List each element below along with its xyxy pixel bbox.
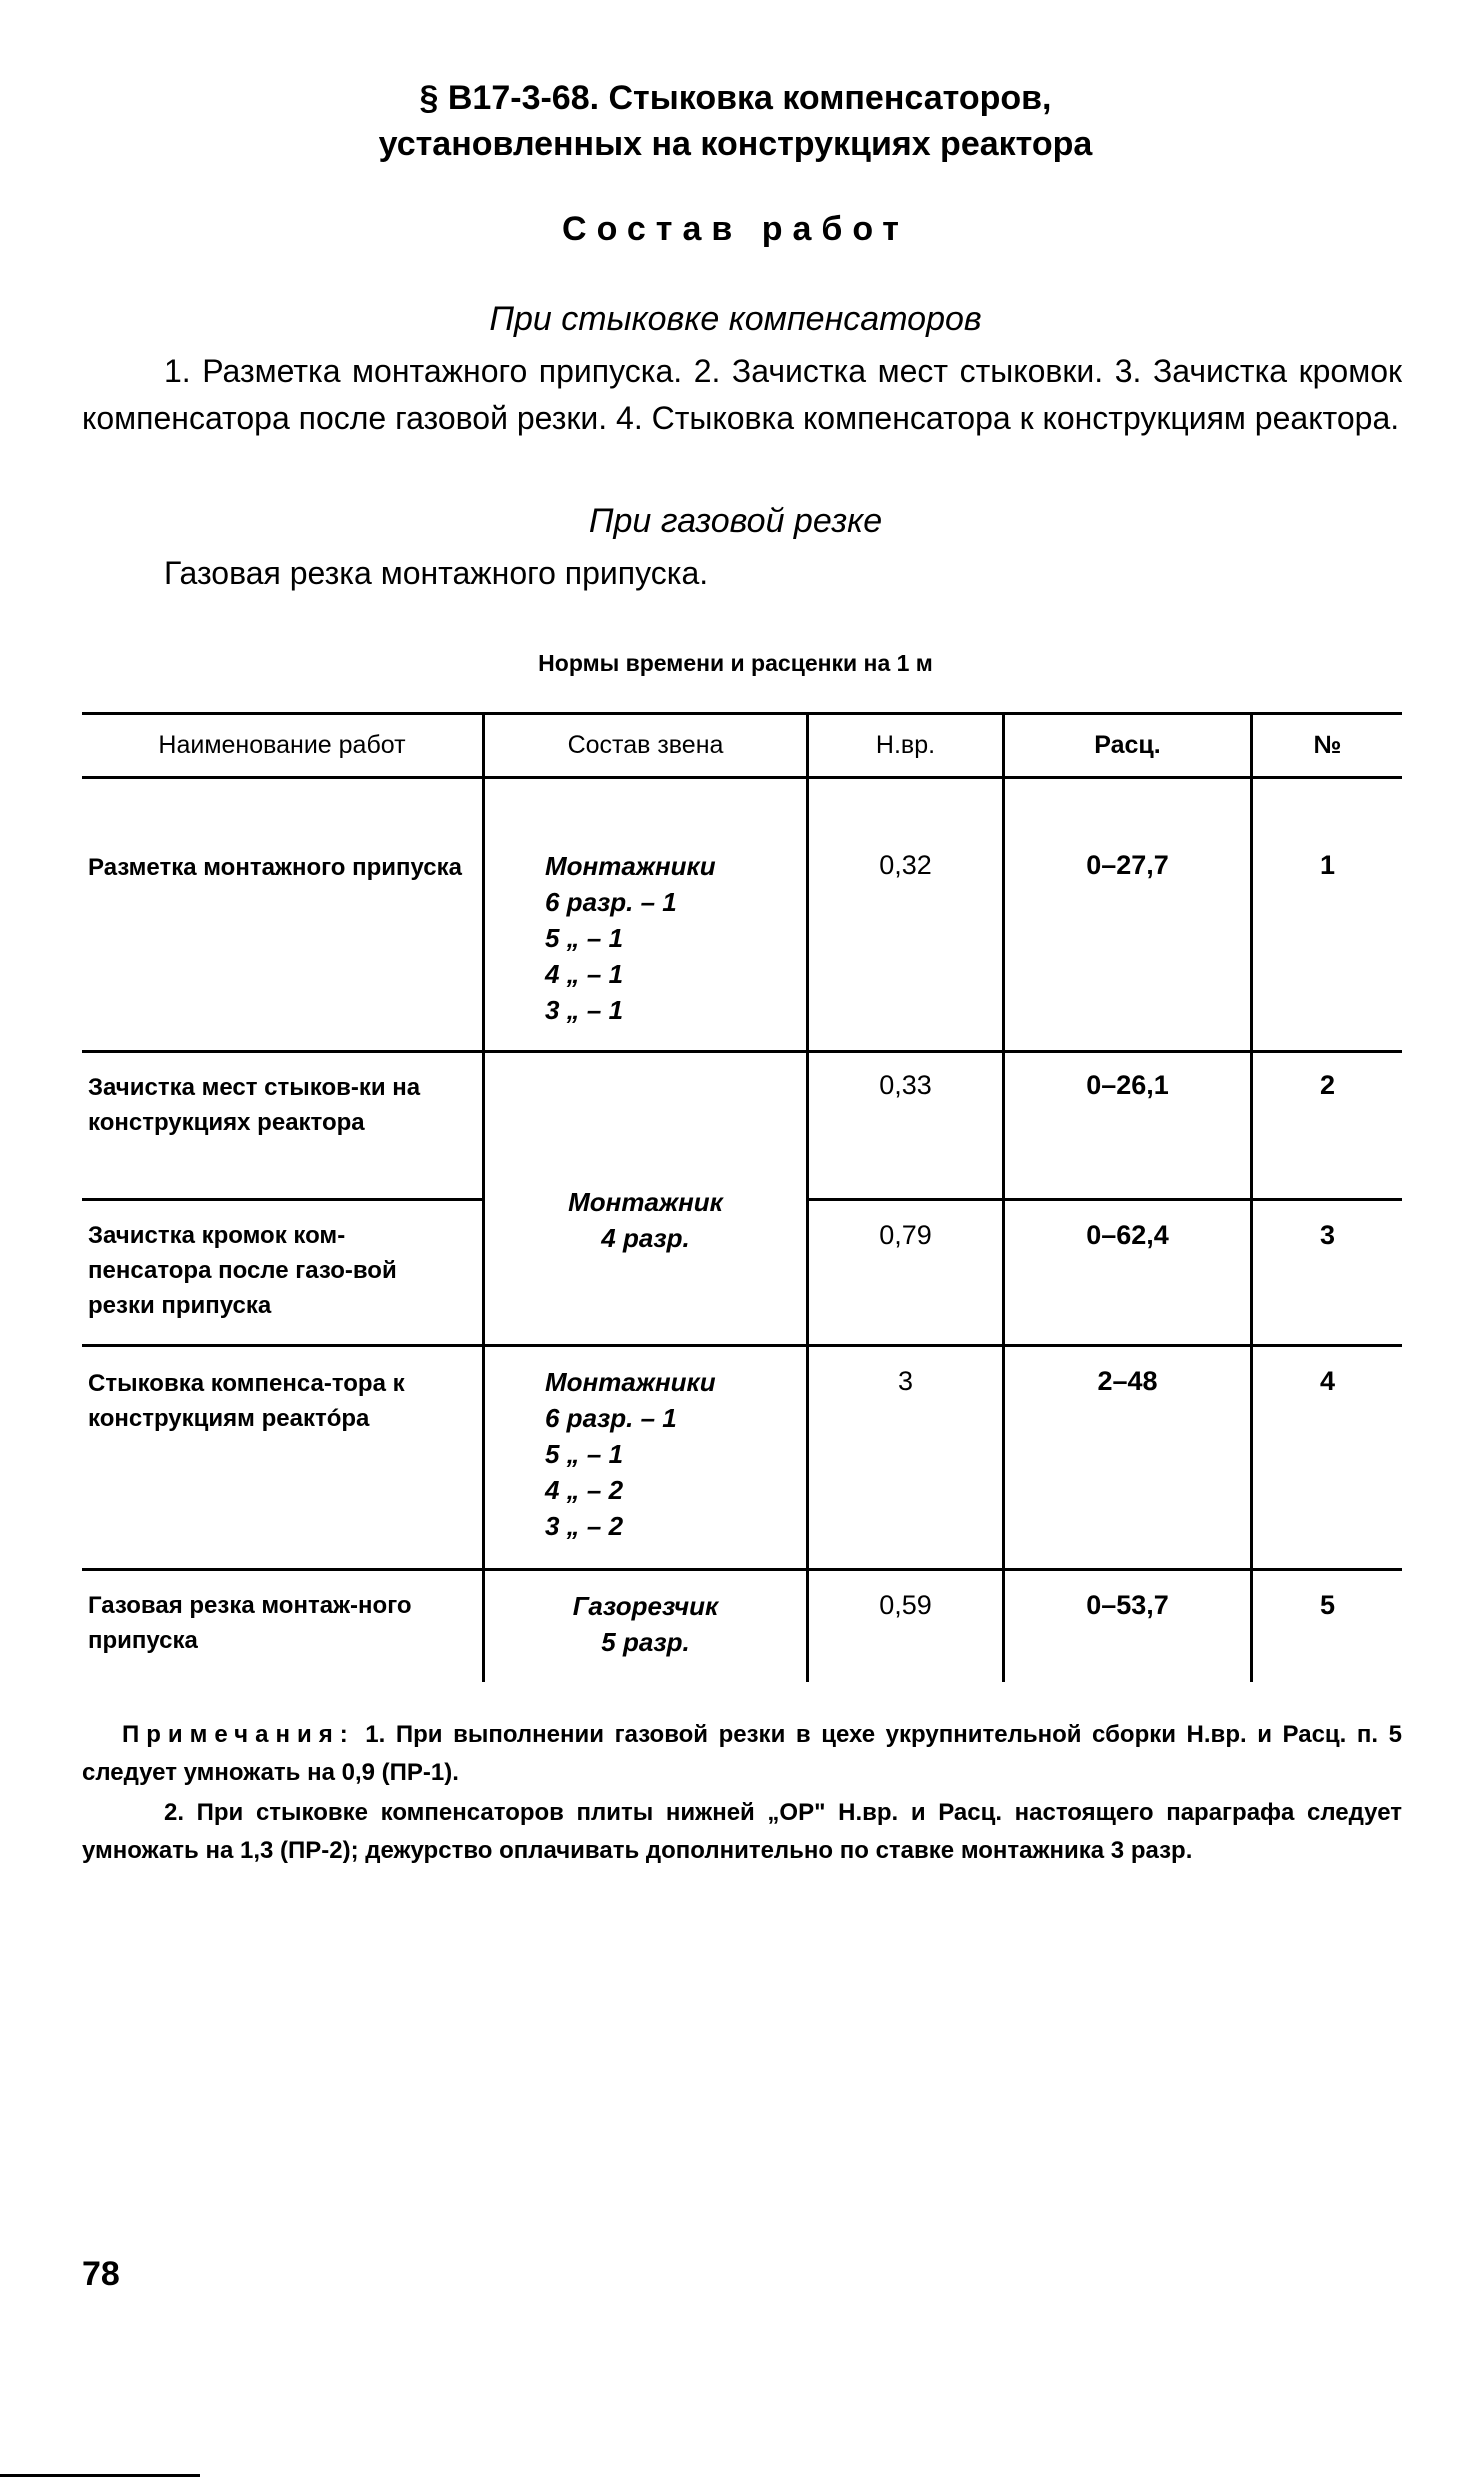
row5-rate: 0–53,7 — [1086, 1590, 1169, 1620]
header-crew: Состав звена — [567, 731, 724, 759]
row3-number: 3 — [1319, 1220, 1336, 1250]
row5-crew: Газорезчик 5 разр. — [572, 1591, 719, 1657]
row-rule-1 — [82, 1050, 1402, 1053]
row3-work-name: Зачистка кромок ком-пенсатора после газо-вой резки припуска — [88, 1222, 397, 1319]
joining-text: 1. Разметка монтажного припуска. 2. Зачистка мест стыковки. 3. Зачистка кромок компенсатора после газовой резки. 4. Стыковка компенсатора к конструкциям реактора. — [82, 353, 1402, 436]
section-title-line2: установленных на конструкциях реактора — [378, 125, 1093, 163]
row4-crew: Монтажники 6 разр. – 1 5 „ – 1 4 „ – 2 3 „ – 2 — [545, 1367, 716, 1541]
composition-heading: Состав работ — [562, 210, 909, 248]
header-number: № — [1313, 731, 1342, 759]
footnote-rule — [0, 2474, 200, 2477]
gas-subheading: При газовой резке — [588, 502, 883, 540]
row5-work-name: Газовая резка монтаж-ного припуска — [88, 1592, 412, 1654]
row-rule-2a — [82, 1198, 482, 1201]
header-work-name: Наименование работ — [158, 731, 406, 759]
row1-work-name: Разметка монтажного припуска — [88, 854, 462, 881]
row-rule-3 — [82, 1344, 1402, 1347]
table-top-rule — [82, 712, 1402, 715]
section-title-line1: § В17-3-68. Стыковка компенсаторов, — [419, 79, 1052, 117]
row4-rate: 2–48 — [1097, 1366, 1158, 1396]
row1-crew: Монтажники 6 разр. – 1 5 „ – 1 4 „ – 1 3 „ – 1 — [545, 851, 716, 1025]
gas-text: Газовая резка монтажного припуска. — [164, 555, 709, 591]
row4-work-name: Стыковка компенса-тора к конструкциям реактóра — [88, 1370, 405, 1432]
row2-3-crew: Монтажник 4 разр. — [568, 1187, 723, 1253]
row3-rate: 0–62,4 — [1086, 1220, 1169, 1250]
row5-norm: 0,59 — [879, 1590, 932, 1620]
row4-number: 4 — [1319, 1366, 1336, 1396]
note-2: 2. При стыковке компенсаторов плиты нижней „ОР" Н.вр. и Расц. настоящего параграфа следует умножать на 1,3 (ПР-2); дежурство оплачивать дополнительно по ставке монтажника 3 разр. — [82, 1799, 1402, 1864]
joining-subheading: При стыковке компенсаторов — [489, 300, 982, 338]
row1-number: 1 — [1319, 850, 1336, 880]
row-rule-4 — [82, 1568, 1402, 1571]
header-rate: Расц. — [1094, 731, 1161, 759]
row2-rate: 0–26,1 — [1086, 1070, 1169, 1100]
row2-work-name: Зачистка мест стыков-ки на конструкциях реактора — [88, 1074, 421, 1136]
row1-rate: 0–27,7 — [1086, 850, 1169, 880]
row1-norm: 0,32 — [879, 850, 932, 880]
row2-norm: 0,33 — [879, 1070, 932, 1100]
row-rule-2b — [806, 1198, 1402, 1201]
note-1-text: 1. При выполнении газовой резки в цехе укрупнительной сборки Н.вр. и Расц. п. 5 следует умножать на 0,9 (ПР-1). — [82, 1721, 1402, 1786]
header-bottom-rule — [82, 776, 1402, 779]
header-norm: Н.вр. — [875, 731, 936, 759]
table-caption: Нормы времени и расценки на 1 м — [538, 650, 933, 676]
page-number: 78 — [82, 2255, 120, 2293]
row4-norm: 3 — [897, 1366, 914, 1396]
row2-number: 2 — [1319, 1070, 1336, 1100]
notes-label: Примечания: — [122, 1721, 355, 1748]
note-1 — [82, 1716, 1402, 1792]
row5-number: 5 — [1319, 1590, 1336, 1620]
row3-norm: 0,79 — [879, 1220, 932, 1250]
